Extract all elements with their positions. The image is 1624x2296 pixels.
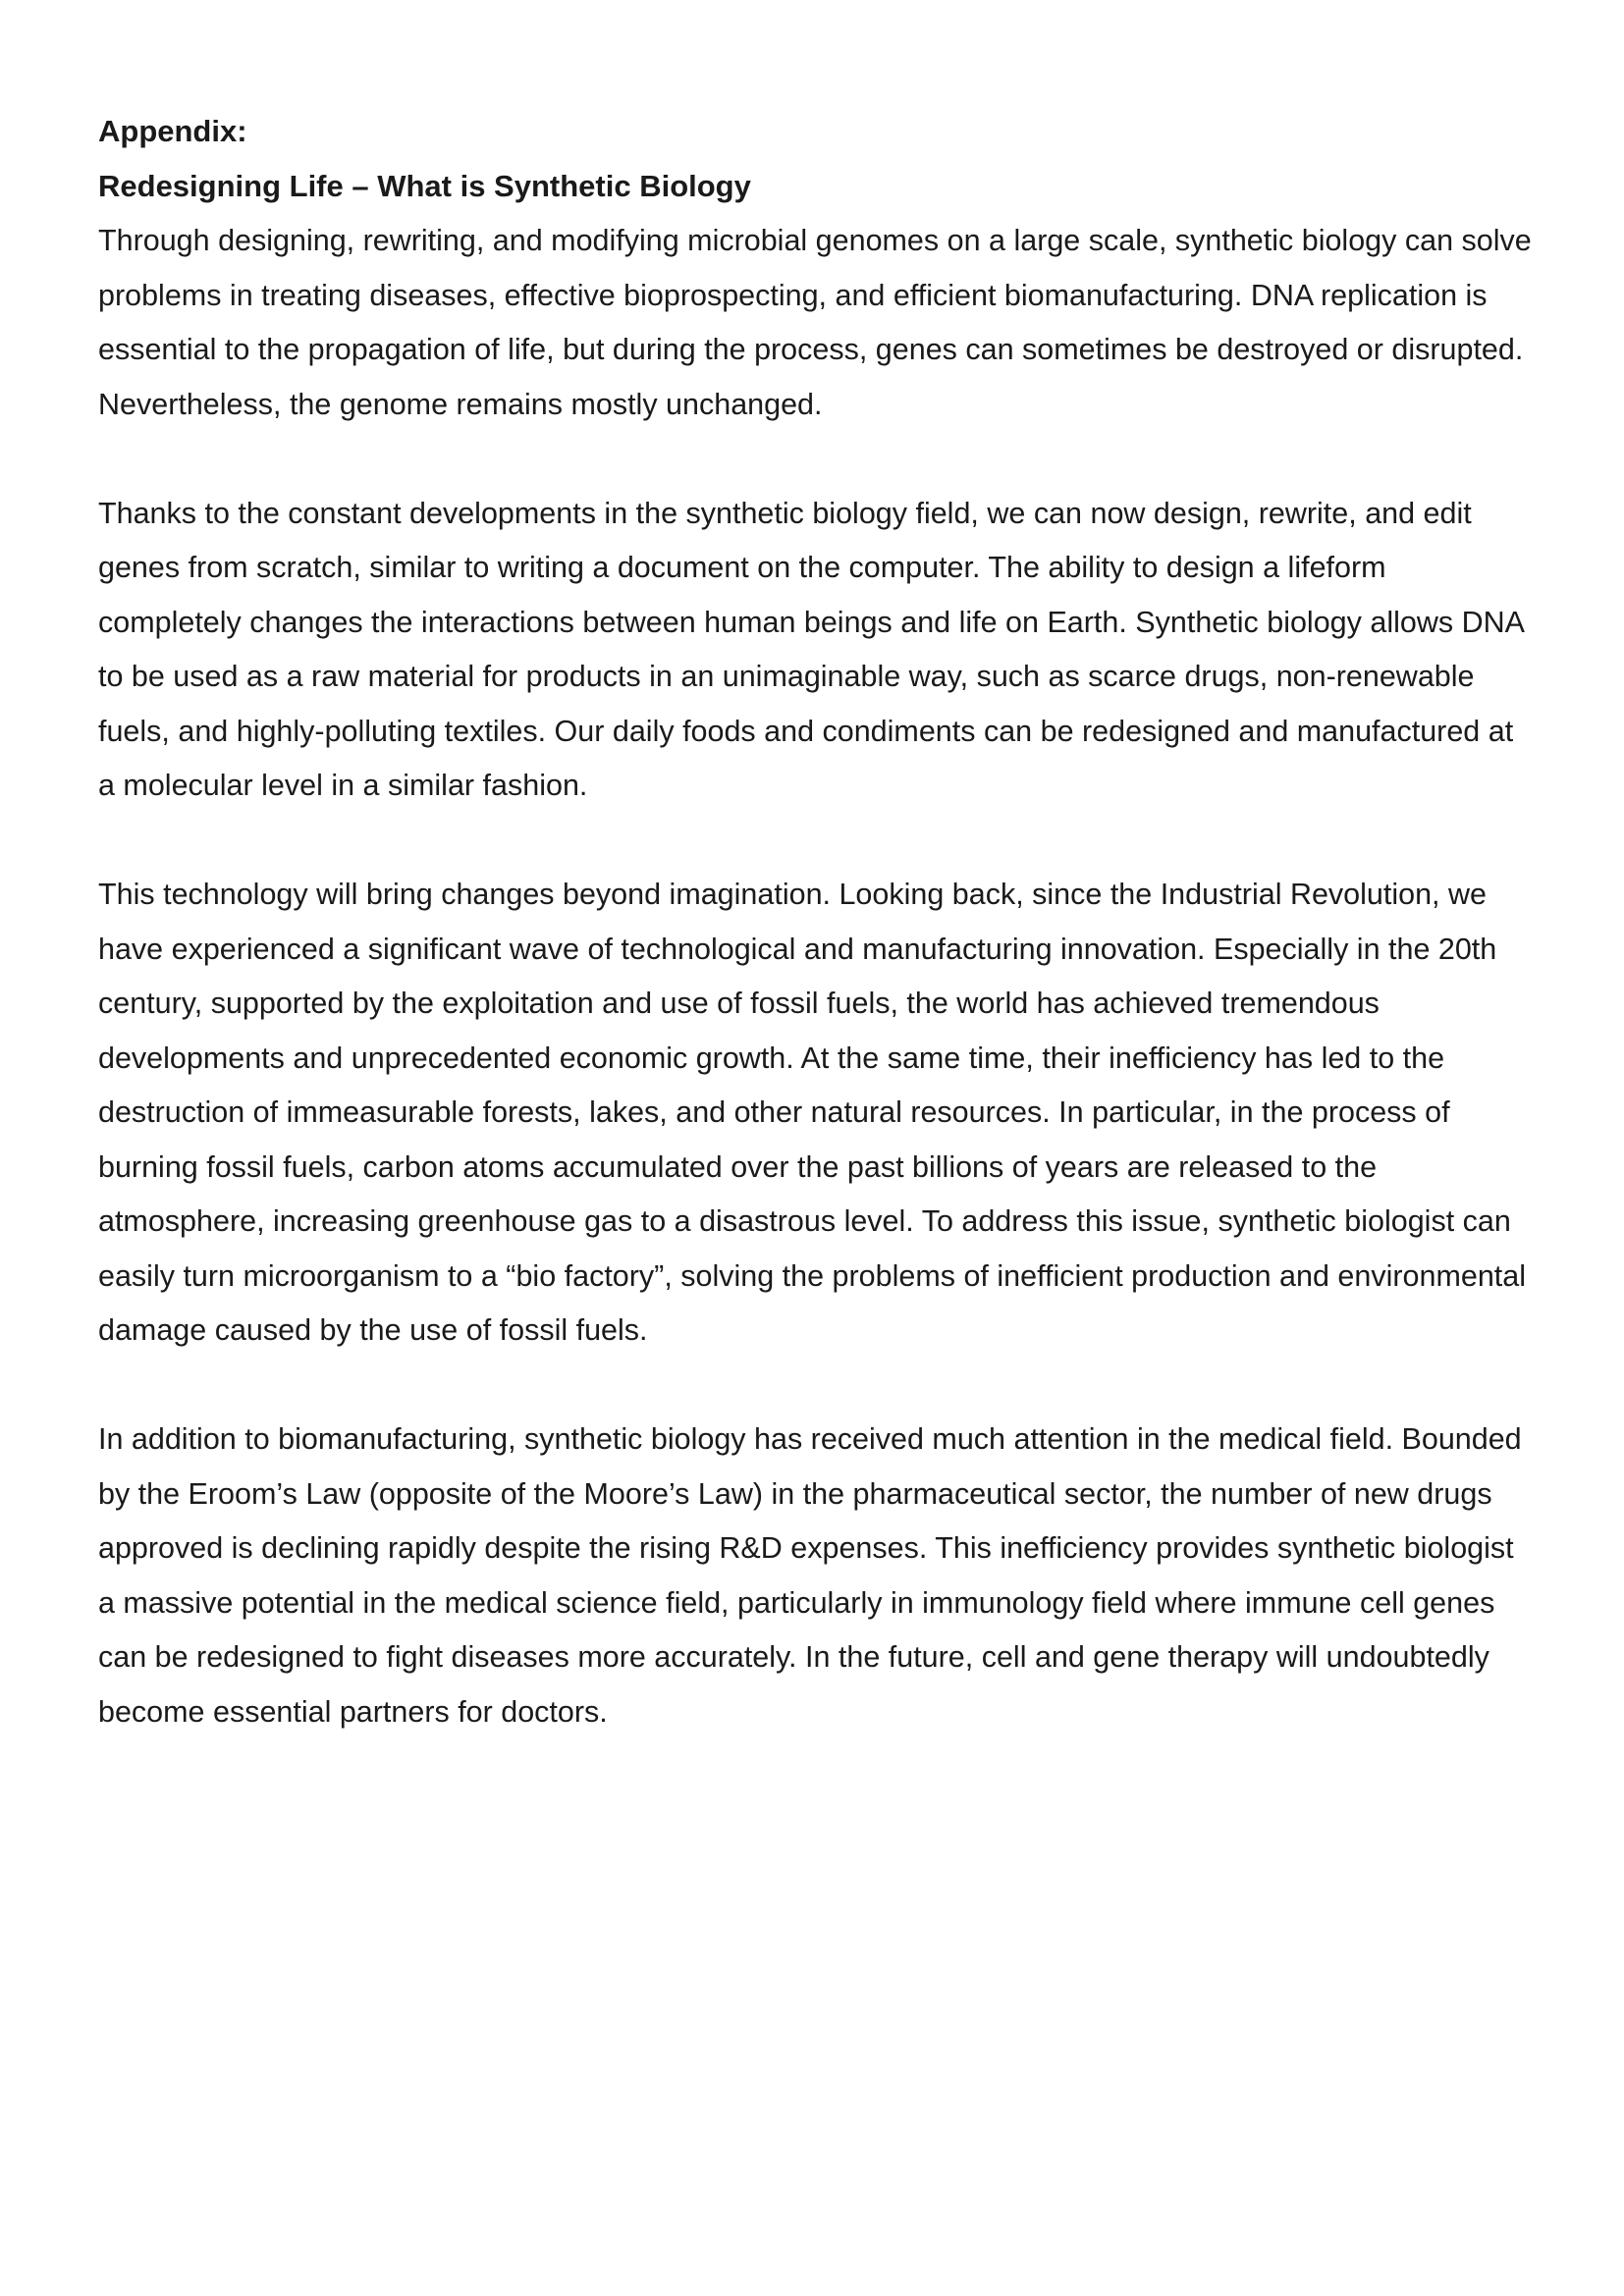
paragraph-2: Thanks to the constant developments in the synthetic biology field, we can now design, rewrite, and edit genes from scratch, similar to writing a document on the computer. The ability to design a lifeform completely changes the interactions between human beings and life on Earth. Synthetic biology allows DNA to be used as a raw material for products in an unimaginable way, such as scarce drugs, non-renewable fuels, and highly-polluting textiles. Our daily foods and condiments can be redesigned and manufactured at a molecular level in a similar fashion.	[98, 496, 1524, 802]
appendix-label: Appendix:	[98, 114, 247, 148]
paragraph-3: This technology will bring changes beyond imagination. Looking back, since the Industrial Revolution, we have experienced a significant wave of technological and manufacturing innovation. Especially in the 20th century, supported by the exploitation and use of fossil fuels, the world has achieved tremendous developments and unprecedented economic growth. At the same time, their inefficiency has led to the destruction of immeasurable forests, lakes, and other natural resources. In particular, in the process of burning fossil fuels, carbon atoms accumulated over the past billions of years are released to the atmosphere, increasing greenhouse gas to a disastrous level. To address this issue, synthetic biologist can easily turn microorganism to a “bio factory”, solving the problems of inefficient production and environmental damage caused by the use of fossil fuels.	[98, 878, 1526, 1347]
paragraph-4: In addition to biomanufacturing, synthetic biology has received much attention in the medical field. Bounded by the Eroom’s Law (opposite of the Moore’s Law) in the pharmaceutical sector, the number of new drugs approved is declining rapidly despite the rising R&D expenses. This inefficiency provides synthetic biologist a massive potential in the medical science field, particularly in immunology field where immune cell genes can be redesigned to fight diseases more accurately. In the future, cell and gene therapy will undoubtedly become essential partners for doctors.	[98, 1422, 1522, 1729]
document-body	[98, 104, 1532, 1794]
document-title: Redesigning Life – What is Synthetic Biology	[98, 169, 751, 203]
paragraph-1: Through designing, rewriting, and modifying microbial genomes on a large scale, synthetic biology can solve problems in treating diseases, effective bioprospecting, and efficient biomanufacturing. DNA replication is essential to the propagation of life, but during the process, genes can sometimes be destroyed or disrupted. Nevertheless, the genome remains mostly unchanged.	[98, 224, 1532, 421]
